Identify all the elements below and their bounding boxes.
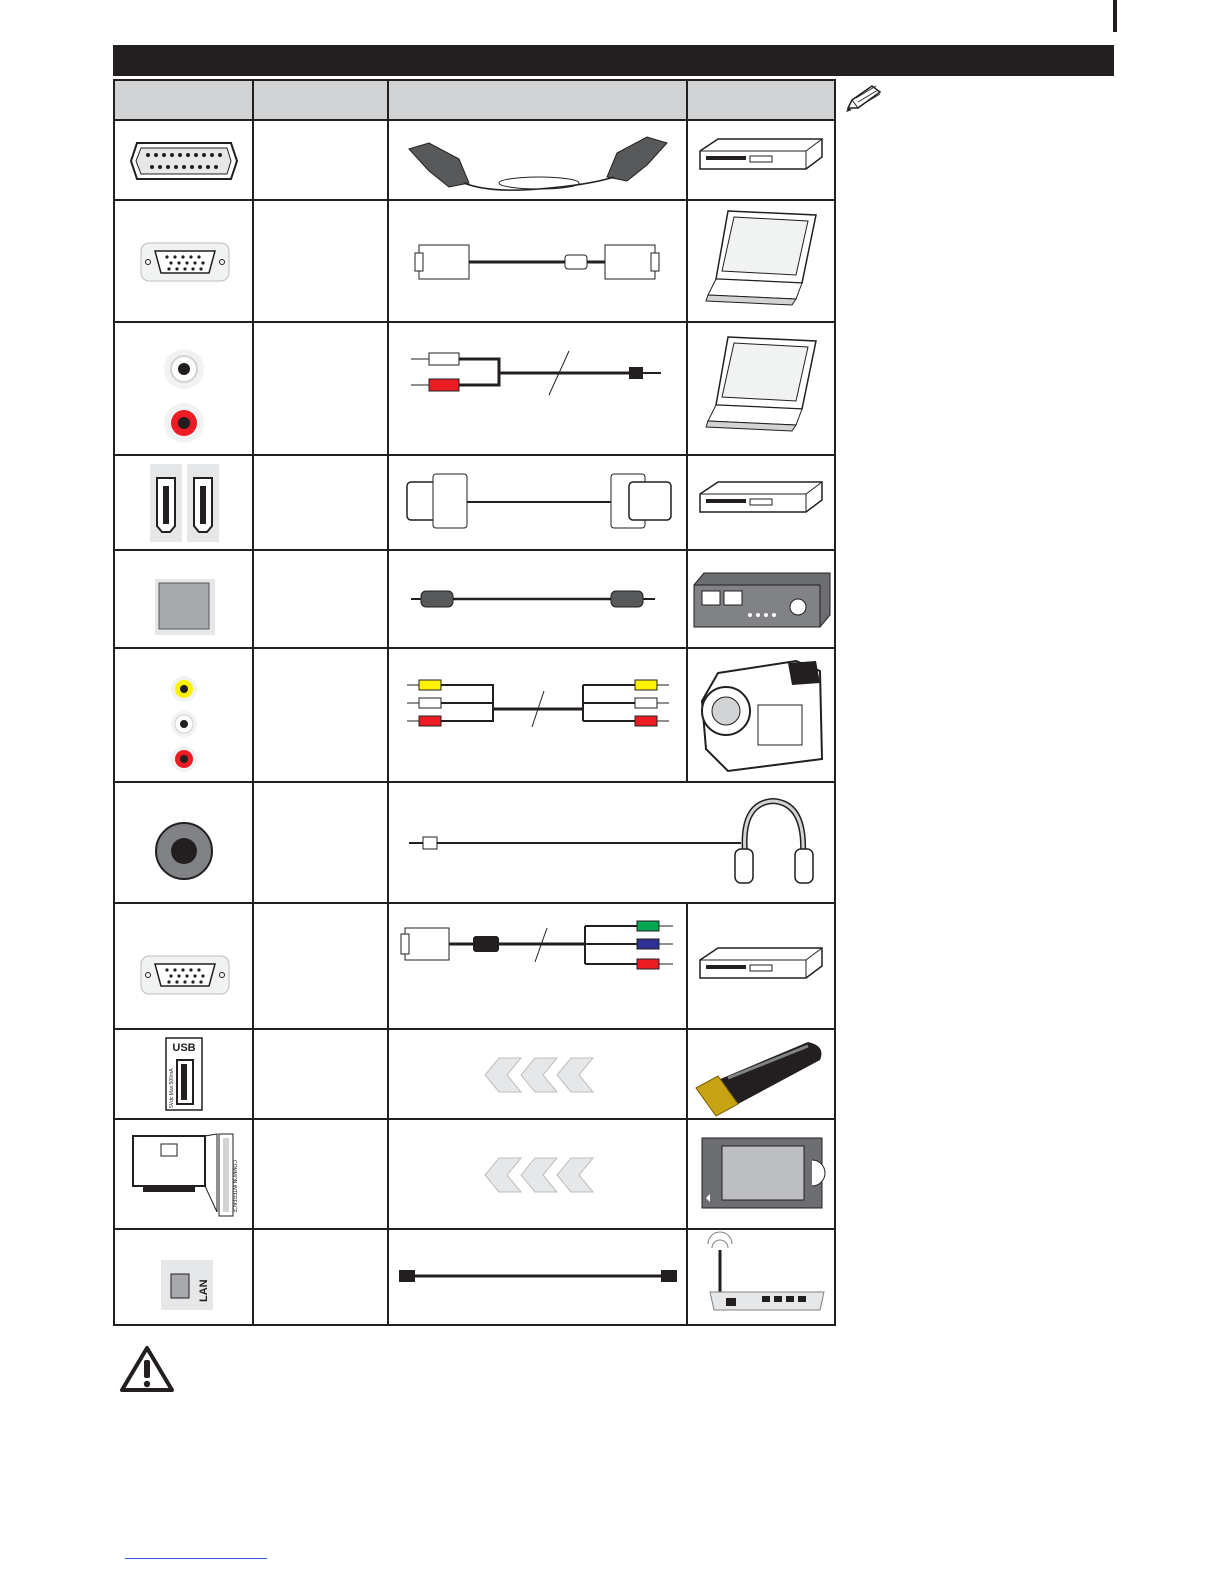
headphone-jack-icon: [115, 783, 254, 902]
vga-port-icon: [115, 904, 254, 1028]
router-icon: [688, 1230, 834, 1324]
camcorder-icon: [688, 649, 834, 781]
hdmi-port-icon: [115, 456, 254, 549]
cam-module-icon: [688, 1120, 834, 1228]
table-row-ypbpr: [115, 904, 834, 1030]
composite-av-cable-icon: [389, 649, 688, 781]
table-row-pc-audio: [115, 323, 834, 456]
table-row-spdif: [115, 551, 834, 649]
connection-table: [113, 79, 836, 1326]
table-row-scart: [115, 121, 834, 201]
table-row-hdmi: [115, 456, 834, 551]
ci-slot-label: COMMON INTERFACE: [231, 1160, 237, 1213]
dvd-player-icon: [688, 904, 834, 1028]
rca-audio-port-icon: [115, 323, 254, 454]
common-interface-slot-icon: [115, 1120, 254, 1228]
vga-port-icon: [115, 201, 254, 321]
usb-stick-icon: [688, 1030, 834, 1118]
header-device: [688, 81, 834, 119]
headphone-cable-icon: [389, 783, 834, 902]
usb-port-label: USB: [172, 1042, 196, 1054]
scart-port-icon: [115, 121, 254, 199]
ypbpr-label: [254, 904, 389, 1028]
header-cables: [389, 81, 688, 119]
usb-rating-label: 5Vdc Max:500mA: [169, 1068, 175, 1108]
lan-port-label: LAN: [198, 1279, 210, 1302]
ci-label: [254, 1120, 389, 1228]
section-header-bar: [113, 45, 1114, 76]
table-row-headphone: [115, 783, 834, 904]
table-row-usb: [115, 1030, 834, 1120]
table-row-ci: [115, 1120, 834, 1230]
optical-cable-icon: [389, 551, 688, 647]
pc-audio-label: [254, 323, 389, 454]
dvd-player-icon: [688, 121, 834, 199]
vga-cable-icon: [389, 201, 688, 321]
laptop-icon: [688, 323, 834, 454]
insert-arrows-icon: [389, 1030, 688, 1118]
composite-av-port-icon: [115, 649, 254, 781]
table-row-av: [115, 649, 834, 783]
header-connector: [115, 81, 254, 119]
table-header: [115, 81, 834, 121]
hdmi-label: [254, 456, 389, 549]
optical-port-icon: [115, 551, 254, 647]
usb-port-icon: [115, 1030, 254, 1118]
footer-link-underline: [125, 1558, 267, 1559]
lan-port-icon: [115, 1230, 254, 1324]
av-label: [254, 649, 389, 781]
ethernet-label: [254, 1230, 389, 1324]
scart-cable-icon: [389, 121, 688, 199]
headphones-icon: [735, 849, 753, 883]
table-row-ethernet: [115, 1230, 834, 1324]
rca-to-jack-cable-icon: [389, 323, 688, 454]
header-type: [254, 81, 389, 119]
vga-label: [254, 201, 389, 321]
laptop-icon: [688, 201, 834, 321]
dvd-player-icon: [688, 456, 834, 549]
amplifier-icon: [688, 551, 834, 647]
table-row-vga: [115, 201, 834, 323]
spdif-label: [254, 551, 389, 647]
scart-label: [254, 121, 389, 199]
hdmi-cable-icon: [389, 456, 688, 549]
headphone-label: [254, 783, 389, 902]
ethernet-cable-icon: [389, 1230, 688, 1324]
page-edge-mark: [1113, 0, 1117, 32]
usb-label: [254, 1030, 389, 1118]
vga-to-component-cable-icon: [389, 904, 688, 1028]
insert-arrows-icon: [389, 1120, 688, 1228]
